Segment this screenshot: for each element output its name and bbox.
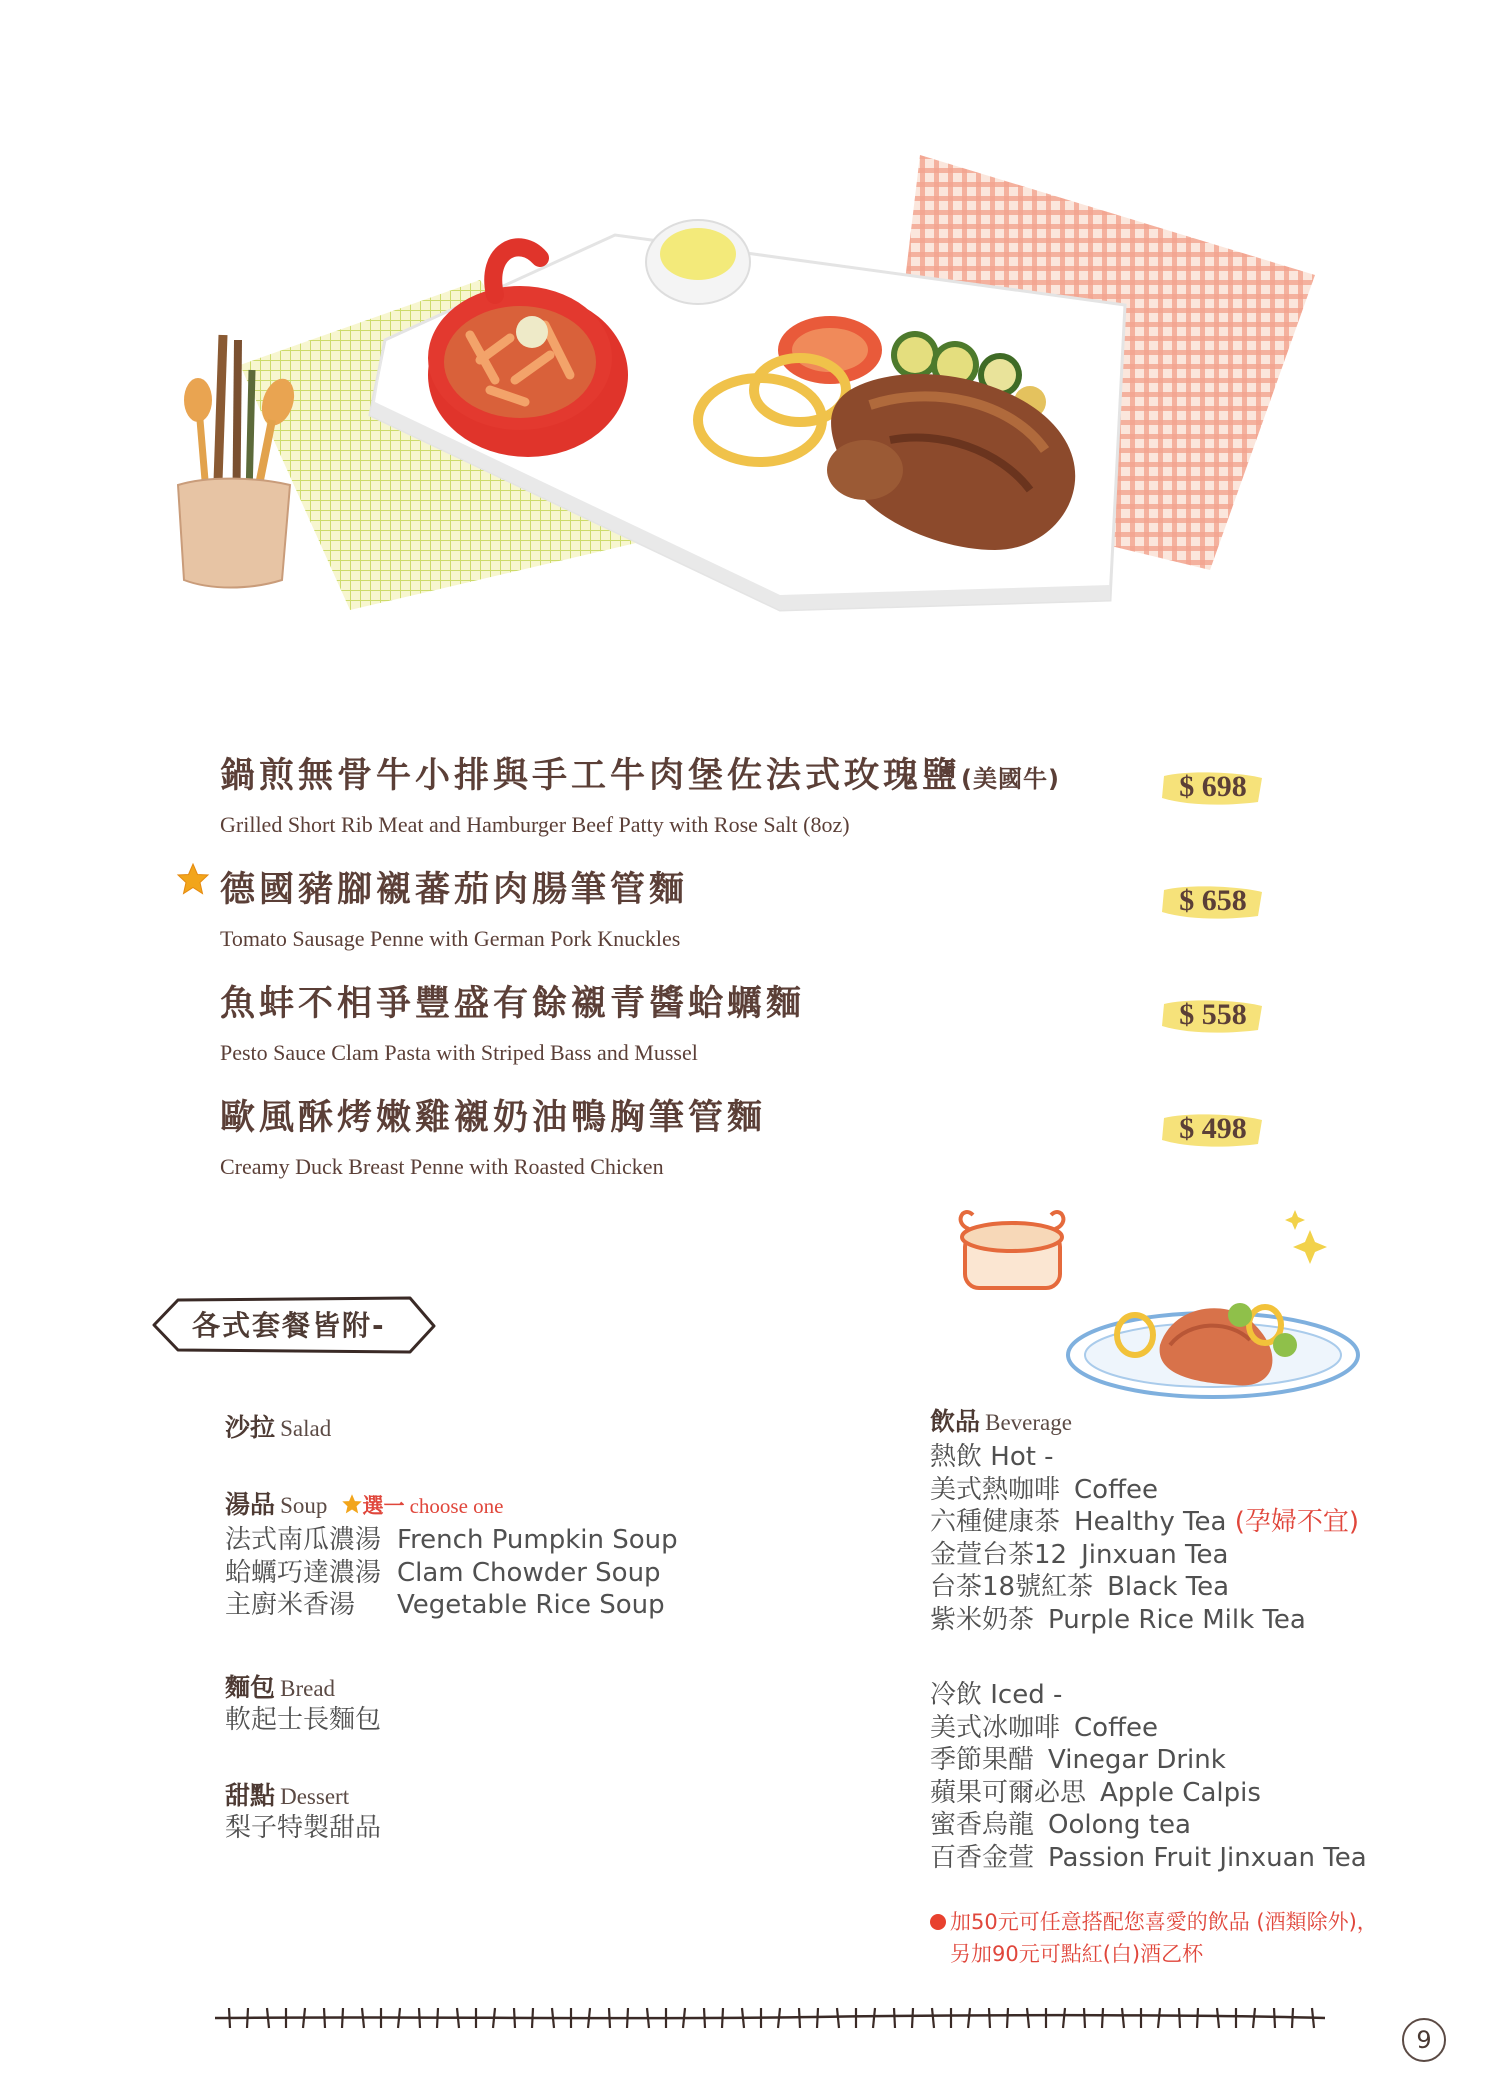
list-item: 季節果醋 Vinegar Drink bbox=[930, 1745, 1226, 1775]
recommended-star-icon bbox=[176, 862, 210, 896]
dish-name-en: Creamy Duck Breast Penne with Roasted Chicken bbox=[220, 1154, 664, 1179]
set-meal-banner: 各式套餐皆附- bbox=[148, 1288, 438, 1360]
beverage-heading: 熱飲 Hot - bbox=[930, 1442, 1054, 1472]
drink-upgrade-note: 加50元可任意搭配您喜愛的飲品 (酒類除外)， 另加90元可點紅(白)酒乙杯 bbox=[930, 1906, 1378, 1970]
page-number: 9 bbox=[1402, 2018, 1446, 2062]
bread-item: 軟起士長麵包 bbox=[225, 1705, 382, 1735]
dish-name-en: Grilled Short Rib Meat and Hamburger Beef Patty with Rose Salt (8oz) bbox=[220, 812, 850, 837]
list-item: 蜜香烏龍 Oolong tea bbox=[930, 1810, 1191, 1840]
salad-section-title: 沙拉 Salad bbox=[225, 1413, 332, 1442]
list-item: 法式南瓜濃湯 French Pumpkin Soup bbox=[225, 1525, 678, 1555]
soup-list bbox=[225, 1524, 678, 1622]
dish-name-zh: 德國豬腳襯蕃茄肉腸筆管麵 bbox=[220, 870, 689, 910]
list-item: 蘋果可爾必思 Apple Calpis bbox=[930, 1777, 1261, 1808]
dish-price: $ 498 bbox=[1158, 1108, 1268, 1150]
hot-beverage-list bbox=[930, 1441, 1359, 1636]
list-item: 紫米奶茶 Purple Rice Milk Tea bbox=[930, 1604, 1306, 1635]
dish-item bbox=[220, 748, 1120, 838]
dish-name-zh: 鍋煎無骨牛小排與手工牛肉堡佐法式玫瑰鹽 bbox=[220, 756, 962, 796]
list-item: 主廚米香湯 Vegetable Rice Soup bbox=[225, 1590, 665, 1620]
chicken-plate-illustration bbox=[955, 1205, 1365, 1415]
dish-name-zh: 魚蚌不相爭豐盛有餘襯青醬蛤蠣麵 bbox=[220, 984, 806, 1024]
list-item: 六種健康茶 Healthy Tea (孕婦不宜) bbox=[930, 1507, 1359, 1537]
list-item: 台茶18號紅茶 Black Tea bbox=[930, 1572, 1230, 1602]
beverage-section-title: 飲品 Beverage bbox=[930, 1407, 1072, 1436]
dish-item bbox=[220, 1090, 1120, 1180]
dish-price: $ 698 bbox=[1158, 766, 1268, 808]
iced-beverage-list bbox=[930, 1679, 1367, 1874]
bullet-dot-icon bbox=[930, 1914, 946, 1930]
hero-food-photo bbox=[150, 140, 1350, 700]
dish-name-zh: 歐風酥烤嫩雞襯奶油鴨胸筆管麵 bbox=[220, 1098, 767, 1138]
dish-price: $ 658 bbox=[1158, 880, 1268, 922]
stitched-divider bbox=[215, 1996, 1325, 2036]
list-item: 金萱台茶12 Jinxuan Tea bbox=[930, 1539, 1229, 1570]
beverage-heading: 冷飲 Iced - bbox=[930, 1680, 1063, 1710]
list-item: 美式冰咖啡 Coffee bbox=[930, 1712, 1158, 1743]
dish-price: $ 558 bbox=[1158, 994, 1268, 1036]
dish-item bbox=[220, 862, 1120, 952]
bread-section-title: 麵包 Bread bbox=[225, 1673, 336, 1702]
list-item: 美式熱咖啡 Coffee bbox=[930, 1474, 1158, 1505]
dish-name-en: Pesto Sauce Clam Pasta with Striped Bass and Mussel bbox=[220, 1040, 698, 1065]
list-item: 百香金萱 Passion Fruit Jinxuan Tea bbox=[930, 1842, 1367, 1873]
dessert-item: 梨子特製甜品 bbox=[225, 1813, 382, 1843]
dessert-section-title: 甜點 Dessert bbox=[225, 1781, 350, 1810]
dish-name-en: Tomato Sausage Penne with German Pork Knuckles bbox=[220, 926, 681, 951]
choose-star-icon bbox=[341, 1493, 363, 1515]
dish-item bbox=[220, 976, 1120, 1066]
dish-origin-note: (美國牛) bbox=[961, 765, 1060, 793]
list-item: 蛤蠣巧達濃湯 Clam Chowder Soup bbox=[225, 1557, 661, 1588]
soup-section-title: 湯品 Soup 選一 choose one bbox=[225, 1490, 504, 1519]
